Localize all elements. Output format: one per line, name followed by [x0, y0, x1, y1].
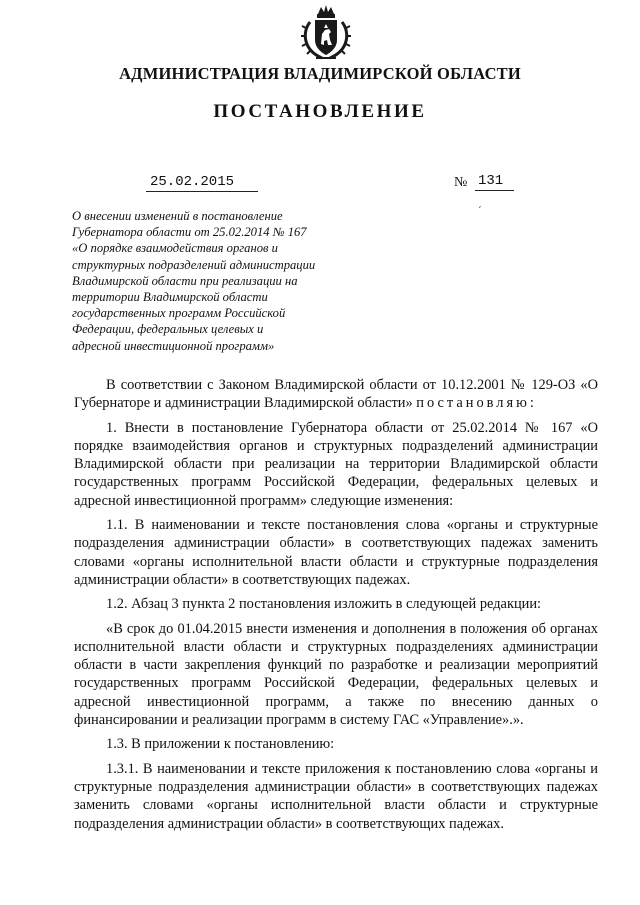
document-number: 131 — [475, 172, 514, 191]
document-date: 25.02.2015 — [146, 174, 258, 192]
preamble-paragraph — [74, 376, 598, 413]
organization-title: АДМИНИСТРАЦИЯ ВЛАДИМИРСКОЙ ОБЛАСТИ — [119, 64, 521, 83]
decree-word: постановляю: — [416, 395, 537, 412]
pen-mark: ˊ — [478, 205, 482, 217]
clause-1-1-paragraph: 1.1. В наименовании и тексте постановления слова «органы и структурные подразделения администрации области» в соответствующих падежах заменить словами «органы исполнительной власти области и структурные подразделения администрации области» в соответствующих падежах. — [74, 517, 598, 588]
clause-1-3-paragraph: 1.3. В приложении к постановлению: — [106, 736, 335, 753]
subject-line: структурных подразделений администрации — [72, 257, 316, 272]
subject-line: Губернатора области от 25.02.2014 № 167 — [72, 225, 307, 240]
document-subject — [72, 208, 372, 354]
clause-1-paragraph: 1. Внести в постановление Губернатора области от 25.02.2014 № 167 «О порядке взаимодействия органов и структурных подразделений администрации Владимирской области при реализации на территории Владимирской области государственных программ Российской Федерации, федеральных целевых и адресной инвестиционной программ» следующие изменения: — [74, 419, 598, 509]
subject-line: О внесении изменений в постановление — [72, 209, 283, 223]
clause-1-2-paragraph: 1.2. Абзац 3 пункта 2 постановления изложить в следующей редакции: — [106, 596, 542, 613]
quoted-text-paragraph: «В срок до 01.04.2015 внести изменения и дополнения в положения об органах исполнительной власти области и структурных подразделениях администрации области в части закрепления функций по разработке и реализации мероприятий государственных программ Российской Федерации, федеральных целевых и адресной инвестиционной программ, а также по внесению данных о финансировании и реализации программ в систему ГАС «Управление».». — [74, 620, 598, 729]
subject-line: Федерации, федеральных целевых и — [72, 322, 264, 337]
subject-line: «О порядке взаимодействия органов и — [72, 241, 278, 256]
document-type-heading: ПОСТАНОВЛЕНИЕ — [213, 101, 427, 122]
subject-line: Владимирской области при реализации на — [72, 273, 298, 288]
subject-line: государственных программ Российской — [72, 306, 286, 321]
subject-line: территории Владимирской области — [72, 290, 268, 305]
clause-1-3-1-paragraph: 1.3.1. В наименовании и тексте приложения к постановлению слова «органы и структурные подразделения администрации области» в соответствующих падежах заменить словами «органы исполнительной власти области и структурные подразделения администрации области» в соответствующих падежах. — [74, 760, 598, 832]
document-body — [74, 376, 598, 839]
preamble-text: В соответствии с Законом Владимирской области от 10.12.2001 № 129-ОЗ «О Губернаторе и администрации Владимирской области» — [74, 377, 598, 412]
subject-line: адресной инвестиционной программ» — [72, 338, 275, 353]
coat-of-arms-icon — [300, 4, 352, 62]
number-label: № — [454, 175, 468, 190]
